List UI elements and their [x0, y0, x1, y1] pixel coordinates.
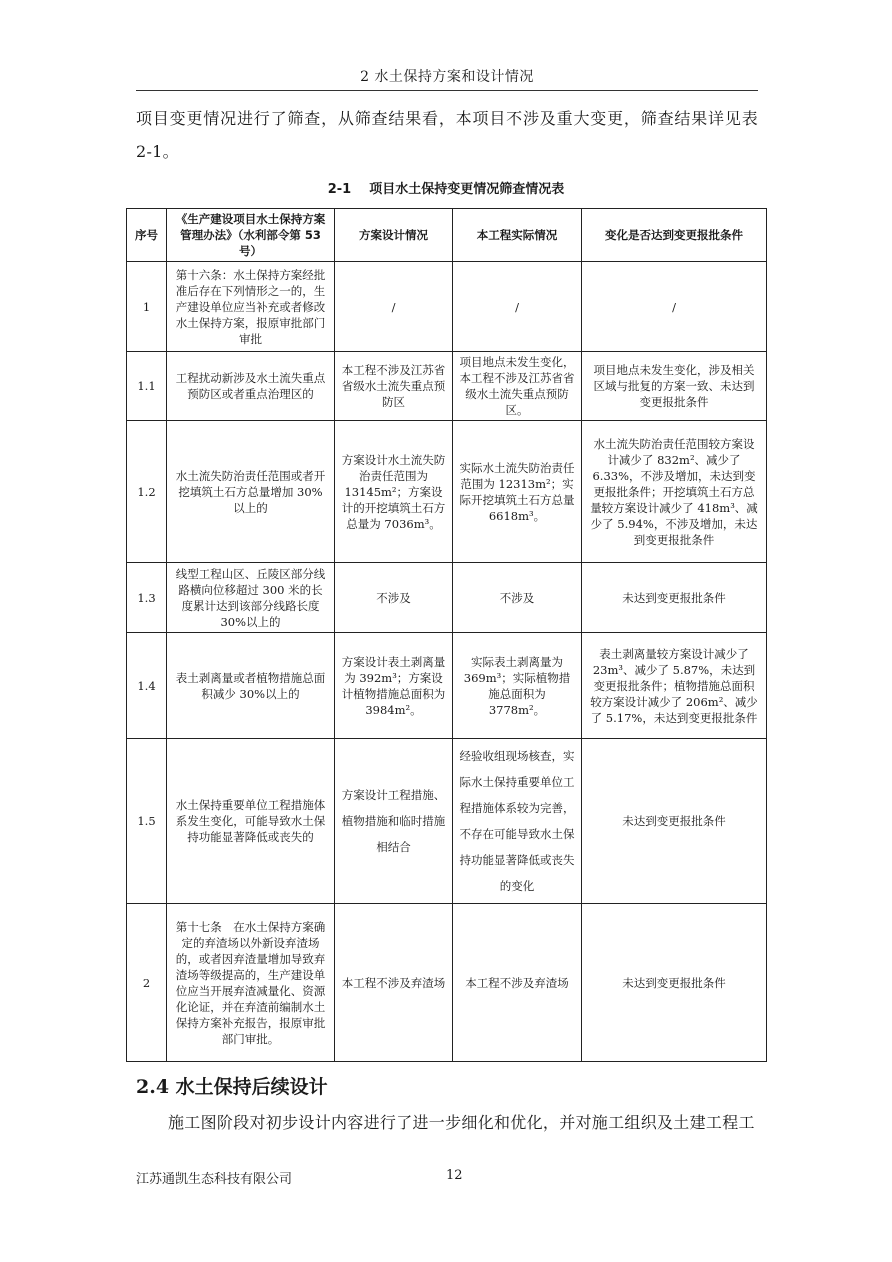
- col-header-rule: 《生产建设项目水土保持方案管理办法》（水利部令第 53 号）: [167, 209, 335, 262]
- col-header-design: 方案设计情况: [335, 209, 453, 262]
- row-result: 表土剥离量较方案设计减少了 23m³、减少了 5.87%，未达到变更报批条件；植物措施总面积较方案设计减少了 206m²、减少了 5.17%，未达到变更报批条件: [582, 633, 767, 739]
- row-actual: 不涉及: [453, 563, 582, 633]
- row-actual: 实际表土剥离量为 369m³；实际植物措施总面积为 3778m²。: [453, 633, 582, 739]
- row-result: 未达到变更报批条件: [582, 563, 767, 633]
- table-row: [127, 904, 767, 1062]
- row-no: 1.3: [127, 563, 167, 633]
- row-result: 水土流失防治责任范围较方案设计减少了 832m²、减少了 6.33%，不涉及增加，未达到变更报批条件；开挖填筑土石方总量较方案设计减少了 418m³、减少了 5.94%，不涉及增加，未达到变更报批条件: [582, 421, 767, 563]
- row-no: 2: [127, 904, 167, 1062]
- row-design: 不涉及: [335, 563, 453, 633]
- footer-company: 江苏通凯生态科技有限公司: [136, 1172, 293, 1187]
- row-actual: 实际水土流失防治责任范围为 12313m²；实际开挖填筑土石方总量 6618m³。: [453, 421, 582, 563]
- row-rule: 水土流失防治责任范围或者开挖填筑土石方总量增加 30%以上的: [167, 421, 335, 563]
- screening-table: [126, 208, 767, 1062]
- row-no: 1: [127, 262, 167, 352]
- page-number: 12: [446, 1168, 463, 1183]
- row-rule: 第十七条 在水土保持方案确定的弃渣场以外新设弃渣场的，或者因弃渣量增加导致弃渣场等级提高的，生产建设单位应当开展弃渣减量化、资源化论证，并在弃渣前编制水土保持方案补充报告，报原审批部门审批。: [167, 904, 335, 1062]
- row-design: 方案设计水土流失防治责任范围为 13145m²；方案设计的开挖填筑土石方总量为 7036m³。: [335, 421, 453, 563]
- table-caption-number: 2-1: [327, 182, 352, 197]
- table-row: [127, 633, 767, 739]
- row-rule: 水土保持重要单位工程措施体系发生变化，可能导致水土保持功能显著降低或丧失的: [167, 739, 335, 904]
- table-header-row: [127, 209, 767, 262]
- row-result: 未达到变更报批条件: [582, 904, 767, 1062]
- section-title: 2.4 水土保持后续设计: [136, 1076, 328, 1098]
- row-actual: 经验收组现场核查，实际水土保持重要单位工程措施体系较为完善，不存在可能导致水土保持功能显著降低或丧失的变化: [453, 739, 582, 904]
- table-row: [127, 563, 767, 633]
- row-actual: 本工程不涉及弃渣场: [453, 904, 582, 1062]
- header-rule: [136, 90, 758, 91]
- row-rule: 表土剥离量或者植物措施总面积减少 30%以上的: [167, 633, 335, 739]
- col-header-actual: 本工程实际情况: [453, 209, 582, 262]
- col-header-no: 序号: [127, 209, 167, 262]
- row-design: 本工程不涉及弃渣场: [335, 904, 453, 1062]
- row-design: 方案设计表土剥离量为 392m³；方案设计植物措施总面积为 3984m²。: [335, 633, 453, 739]
- row-design: /: [335, 262, 453, 352]
- row-no: 1.5: [127, 739, 167, 904]
- row-design: 本工程不涉及江苏省省级水土流失重点预防区: [335, 352, 453, 421]
- table-row: [127, 421, 767, 563]
- row-result: /: [582, 262, 767, 352]
- body-paragraph: 施工图阶段对初步设计内容进行了进一步细化和优化，并对施工组织及土建工程工: [168, 1113, 755, 1132]
- table-caption: [126, 178, 766, 197]
- row-no: 1.2: [127, 421, 167, 563]
- table-caption-text: 项目水土保持变更情况筛查情况表: [369, 182, 565, 197]
- running-header: 2 水土保持方案和设计情况: [360, 69, 534, 85]
- row-design: 方案设计工程措施、植物措施和临时措施相结合: [335, 739, 453, 904]
- row-result: 项目地点未发生变化，涉及相关区域与批复的方案一致、未达到变更报批条件: [582, 352, 767, 421]
- table-row: [127, 262, 767, 352]
- row-no: 1.1: [127, 352, 167, 421]
- row-actual: 项目地点未发生变化，本工程不涉及江苏省省级水土流失重点预防区。: [453, 352, 582, 421]
- row-rule: 线型工程山区、丘陵区部分线路横向位移超过 300 米的长度累计达到该部分线路长度 30%以上的: [167, 563, 335, 633]
- row-rule: 第十六条：水土保持方案经批准后存在下列情形之一的，生产建设单位应当补充或者修改水土保持方案，报原审批部门审批: [167, 262, 335, 352]
- table-row: [127, 739, 767, 904]
- row-result: 未达到变更报批条件: [582, 739, 767, 904]
- row-actual: /: [453, 262, 582, 352]
- col-header-result: 变化是否达到变更报批条件: [582, 209, 767, 262]
- table-row: [127, 352, 767, 421]
- intro-paragraph: 项目变更情况进行了筛查，从筛查结果看，本项目不涉及重大变更，筛查结果详见表 2-1。: [136, 109, 758, 161]
- row-rule: 工程扰动新涉及水土流失重点预防区或者重点治理区的: [167, 352, 335, 421]
- row-no: 1.4: [127, 633, 167, 739]
